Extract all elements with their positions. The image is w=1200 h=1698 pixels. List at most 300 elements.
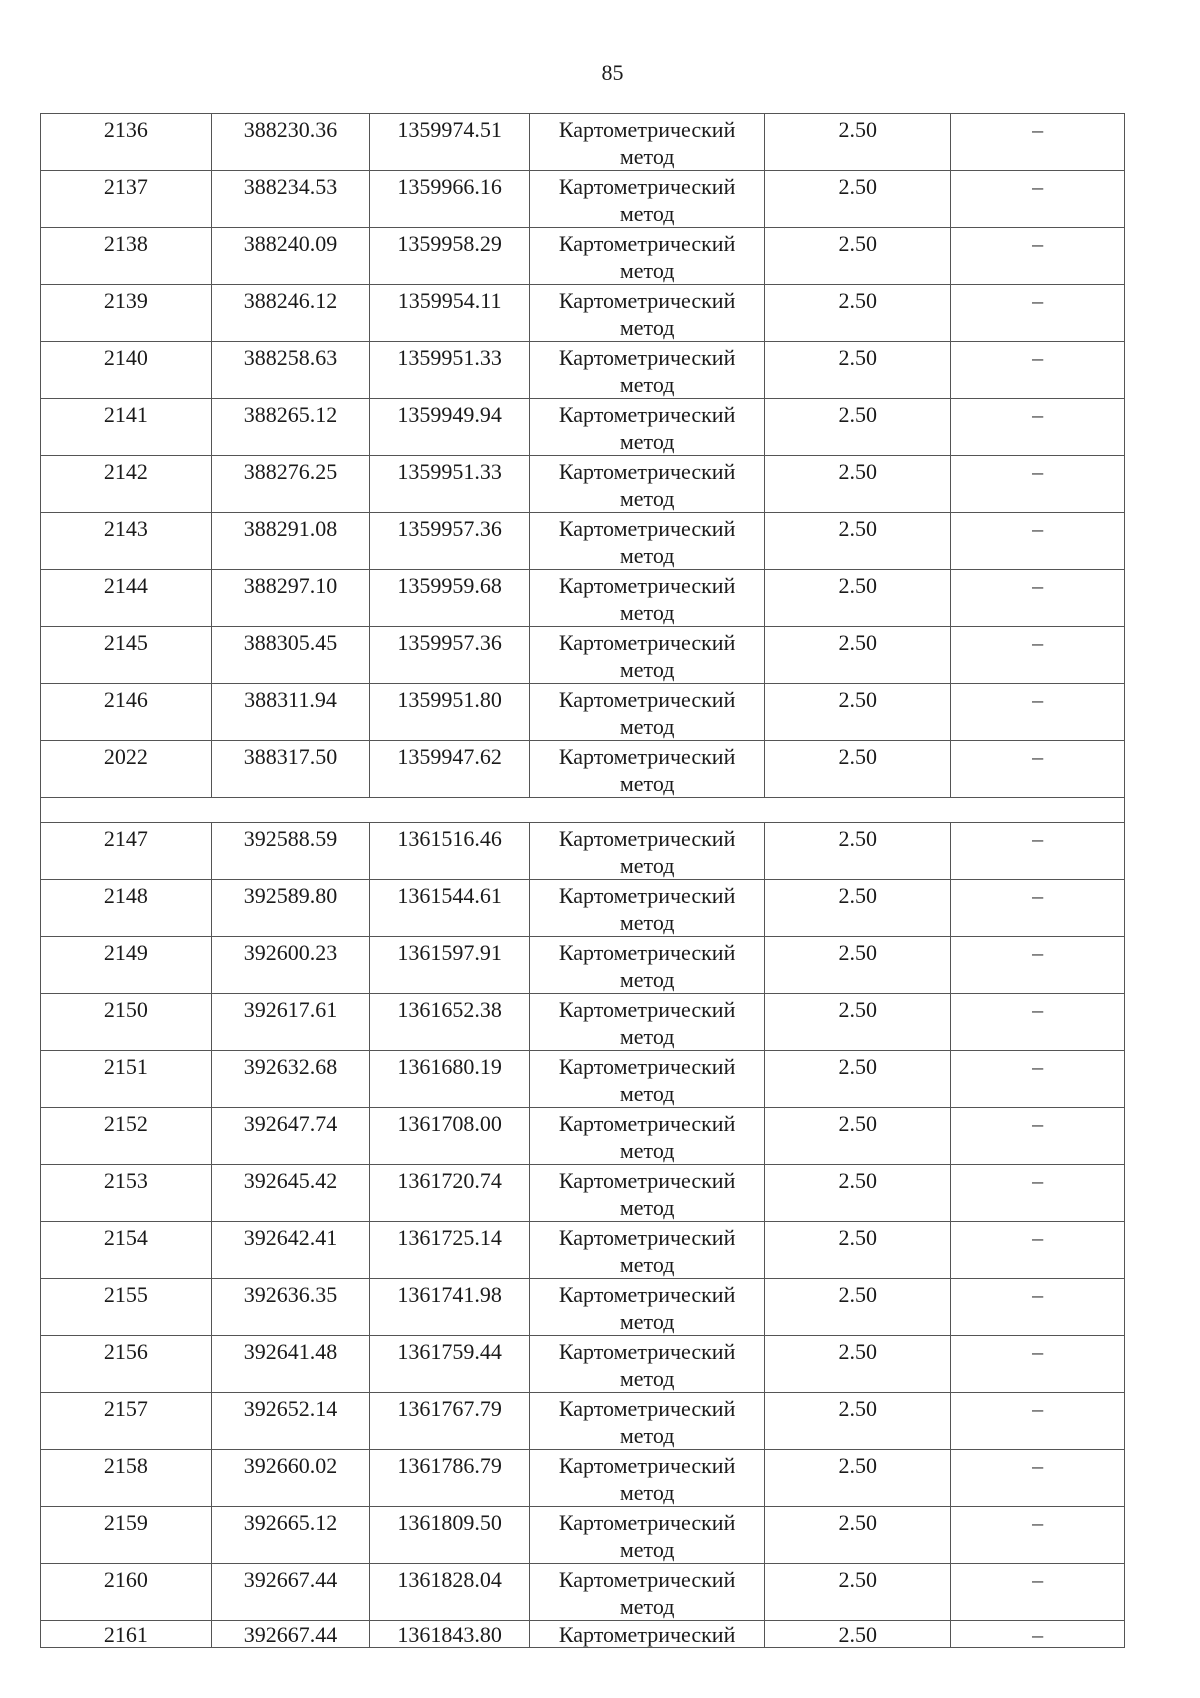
- x-coordinate-value: 392641.48: [243, 1339, 338, 1364]
- accuracy-cell: [765, 1051, 951, 1108]
- method-line2: метод: [619, 1366, 675, 1391]
- method-line2: метод: [619, 967, 675, 992]
- table-row: [41, 171, 1125, 228]
- table-row: [41, 1165, 1125, 1222]
- method-line1: Картометрический: [558, 1453, 736, 1478]
- method-line2: метод: [619, 1594, 675, 1619]
- point-number-cell: [41, 513, 212, 570]
- accuracy-cell: [765, 741, 951, 798]
- method-cell: [529, 880, 764, 937]
- note-cell: [951, 456, 1125, 513]
- method-cell: [529, 1507, 764, 1564]
- method-line2: метод: [619, 1138, 675, 1163]
- y-coordinate-cell: [370, 114, 530, 171]
- method-line2: метод: [619, 315, 675, 340]
- note-cell: [951, 1336, 1125, 1393]
- y-coordinate-value: 1361767.79: [397, 1396, 502, 1421]
- method-cell: [529, 1621, 764, 1648]
- point-number-value: 2152: [103, 1111, 148, 1136]
- note-cell: [951, 1108, 1125, 1165]
- method-line1: Картометрический: [558, 744, 736, 769]
- section-separator-row: [41, 798, 1125, 823]
- method-line2: метод: [619, 201, 675, 226]
- method-line2: метод: [619, 543, 675, 568]
- method-line2: метод: [619, 1423, 675, 1448]
- accuracy-cell: [765, 1279, 951, 1336]
- method-line1: Картометрический: [558, 516, 736, 541]
- accuracy-cell: [765, 1108, 951, 1165]
- dash-value: –: [1032, 1282, 1044, 1307]
- note-cell: [951, 1222, 1125, 1279]
- method-line1: Картометрический: [558, 1054, 736, 1079]
- y-coordinate-cell: [370, 823, 530, 880]
- method-cell: [529, 1393, 764, 1450]
- method-line1: Картометрический: [558, 573, 736, 598]
- x-coordinate-cell: [211, 627, 370, 684]
- y-coordinate-cell: [370, 994, 530, 1051]
- method-cell: [529, 456, 764, 513]
- y-coordinate-value: 1359951.80: [397, 687, 502, 712]
- point-number-value: 2141: [103, 402, 148, 427]
- y-coordinate-value: 1361652.38: [397, 997, 502, 1022]
- coordinates-table: [40, 113, 1125, 1648]
- accuracy-cell: [765, 823, 951, 880]
- x-coordinate-value: 392652.14: [243, 1396, 338, 1421]
- method-line1: Картометрический: [558, 1282, 736, 1307]
- note-cell: [951, 570, 1125, 627]
- y-coordinate-value: 1361680.19: [397, 1054, 502, 1079]
- method-line1: Картометрический: [558, 288, 736, 313]
- x-coordinate-value: 388317.50: [243, 744, 338, 769]
- dash-value: –: [1032, 516, 1044, 541]
- y-coordinate-cell: [370, 1564, 530, 1621]
- y-coordinate-value: 1361516.46: [397, 826, 502, 851]
- note-cell: [951, 285, 1125, 342]
- accuracy-value: 2.50: [838, 1510, 877, 1535]
- accuracy-value: 2.50: [838, 117, 877, 142]
- x-coordinate-cell: [211, 228, 370, 285]
- accuracy-value: 2.50: [838, 174, 877, 199]
- note-cell: [951, 880, 1125, 937]
- x-coordinate-value: 392647.74: [243, 1111, 338, 1136]
- method-cell: [529, 285, 764, 342]
- accuracy-value: 2.50: [838, 1339, 877, 1364]
- point-number-value: 2149: [103, 940, 148, 965]
- x-coordinate-cell: [211, 994, 370, 1051]
- x-coordinate-cell: [211, 1279, 370, 1336]
- accuracy-cell: [765, 342, 951, 399]
- accuracy-value: 2.50: [838, 345, 877, 370]
- x-coordinate-cell: [211, 1222, 370, 1279]
- method-line1: Картометрический: [558, 1339, 736, 1364]
- accuracy-value: 2.50: [838, 1054, 877, 1079]
- dash-value: –: [1032, 1339, 1044, 1364]
- accuracy-cell: [765, 1165, 951, 1222]
- method-line2: метод: [619, 910, 675, 935]
- method-cell: [529, 570, 764, 627]
- x-coordinate-value: 388230.36: [243, 117, 338, 142]
- x-coordinate-cell: [211, 114, 370, 171]
- y-coordinate-value: 1359957.36: [397, 630, 502, 655]
- method-line1: Картометрический: [558, 1510, 736, 1535]
- note-cell: [951, 1564, 1125, 1621]
- method-cell: [529, 399, 764, 456]
- point-number-cell: [41, 1450, 212, 1507]
- dash-value: –: [1032, 288, 1044, 313]
- method-line1: Картометрический: [558, 1111, 736, 1136]
- x-coordinate-value: 392642.41: [243, 1225, 338, 1250]
- x-coordinate-cell: [211, 1564, 370, 1621]
- method-line2: метод: [619, 1252, 675, 1277]
- x-coordinate-value: 392589.80: [243, 883, 338, 908]
- method-line1: Картометрический: [558, 174, 736, 199]
- y-coordinate-cell: [370, 1165, 530, 1222]
- note-cell: [951, 1393, 1125, 1450]
- x-coordinate-cell: [211, 570, 370, 627]
- x-coordinate-cell: [211, 937, 370, 994]
- y-coordinate-cell: [370, 285, 530, 342]
- x-coordinate-cell: [211, 823, 370, 880]
- note-cell: [951, 1279, 1125, 1336]
- accuracy-cell: [765, 1222, 951, 1279]
- point-number-cell: [41, 171, 212, 228]
- x-coordinate-cell: [211, 456, 370, 513]
- dash-value: –: [1032, 1453, 1044, 1478]
- dash-value: –: [1032, 687, 1044, 712]
- accuracy-value: 2.50: [838, 1622, 877, 1647]
- method-line1: Картометрический: [558, 459, 736, 484]
- method-cell: [529, 1564, 764, 1621]
- note-cell: [951, 994, 1125, 1051]
- x-coordinate-value: 392632.68: [243, 1054, 338, 1079]
- method-line1: Картометрический: [558, 402, 736, 427]
- separator-cell: [41, 798, 1125, 823]
- accuracy-value: 2.50: [838, 573, 877, 598]
- point-number-value: 2146: [103, 687, 148, 712]
- dash-value: –: [1032, 402, 1044, 427]
- accuracy-value: 2.50: [838, 1111, 877, 1136]
- table-row: [41, 285, 1125, 342]
- point-number-value: 2160: [103, 1567, 148, 1592]
- y-coordinate-value: 1359951.33: [397, 345, 502, 370]
- y-coordinate-cell: [370, 1393, 530, 1450]
- accuracy-cell: [765, 570, 951, 627]
- dash-value: –: [1032, 1168, 1044, 1193]
- y-coordinate-value: 1359957.36: [397, 516, 502, 541]
- dash-value: –: [1032, 345, 1044, 370]
- y-coordinate-value: 1359966.16: [397, 174, 502, 199]
- table-row: [41, 342, 1125, 399]
- y-coordinate-cell: [370, 513, 530, 570]
- method-cell: [529, 171, 764, 228]
- accuracy-cell: [765, 994, 951, 1051]
- x-coordinate-cell: [211, 684, 370, 741]
- method-line1: Картометрический: [558, 1622, 736, 1647]
- method-line1: Картометрический: [558, 1567, 736, 1592]
- dash-value: –: [1032, 1510, 1044, 1535]
- y-coordinate-cell: [370, 1279, 530, 1336]
- point-number-cell: [41, 1336, 212, 1393]
- note-cell: [951, 627, 1125, 684]
- method-line1: Картометрический: [558, 630, 736, 655]
- dash-value: –: [1032, 1111, 1044, 1136]
- point-number-cell: [41, 684, 212, 741]
- accuracy-value: 2.50: [838, 744, 877, 769]
- y-coordinate-value: 1361828.04: [397, 1567, 502, 1592]
- point-number-value: 2147: [103, 826, 148, 851]
- coordinates-table-body: [41, 114, 1125, 1648]
- method-line2: метод: [619, 771, 675, 796]
- table-row: [41, 399, 1125, 456]
- method-cell: [529, 342, 764, 399]
- table-row: [41, 741, 1125, 798]
- method-line2: метод: [619, 1081, 675, 1106]
- y-coordinate-value: 1361759.44: [397, 1339, 502, 1364]
- method-cell: [529, 1222, 764, 1279]
- table-row: [41, 1450, 1125, 1507]
- x-coordinate-value: 392667.44: [243, 1567, 338, 1592]
- point-number-value: 2158: [103, 1453, 148, 1478]
- y-coordinate-value: 1361544.61: [397, 883, 502, 908]
- accuracy-cell: [765, 1336, 951, 1393]
- note-cell: [951, 171, 1125, 228]
- accuracy-value: 2.50: [838, 630, 877, 655]
- note-cell: [951, 741, 1125, 798]
- y-coordinate-cell: [370, 880, 530, 937]
- point-number-value: 2150: [103, 997, 148, 1022]
- point-number-value: 2151: [103, 1054, 148, 1079]
- method-line1: Картометрический: [558, 1396, 736, 1421]
- point-number-value: 2154: [103, 1225, 148, 1250]
- dash-value: –: [1032, 1054, 1044, 1079]
- dash-value: –: [1032, 573, 1044, 598]
- dash-value: –: [1032, 744, 1044, 769]
- accuracy-value: 2.50: [838, 1453, 877, 1478]
- accuracy-value: 2.50: [838, 459, 877, 484]
- point-number-cell: [41, 1165, 212, 1222]
- accuracy-value: 2.50: [838, 288, 877, 313]
- dash-value: –: [1032, 1622, 1044, 1647]
- method-line2: метод: [619, 429, 675, 454]
- x-coordinate-value: 392588.59: [243, 826, 338, 851]
- x-coordinate-cell: [211, 1507, 370, 1564]
- y-coordinate-value: 1361725.14: [397, 1225, 502, 1250]
- y-coordinate-value: 1359959.68: [397, 573, 502, 598]
- method-line2: метод: [619, 657, 675, 682]
- point-number-cell: [41, 456, 212, 513]
- point-number-value: 2140: [103, 345, 148, 370]
- accuracy-cell: [765, 937, 951, 994]
- point-number-cell: [41, 1564, 212, 1621]
- method-cell: [529, 741, 764, 798]
- table-row: [41, 1108, 1125, 1165]
- accuracy-cell: [765, 684, 951, 741]
- y-coordinate-value: 1359947.62: [397, 744, 502, 769]
- x-coordinate-value: 388246.12: [243, 288, 338, 313]
- point-number-cell: [41, 627, 212, 684]
- y-coordinate-value: 1361786.79: [397, 1453, 502, 1478]
- accuracy-value: 2.50: [838, 826, 877, 851]
- method-line2: метод: [619, 486, 675, 511]
- x-coordinate-cell: [211, 1450, 370, 1507]
- point-number-cell: [41, 228, 212, 285]
- point-number-value: 2139: [103, 288, 148, 313]
- accuracy-value: 2.50: [838, 997, 877, 1022]
- table-row: [41, 627, 1125, 684]
- accuracy-cell: [765, 880, 951, 937]
- y-coordinate-cell: [370, 627, 530, 684]
- method-line2: метод: [619, 600, 675, 625]
- point-number-value: 2138: [103, 231, 148, 256]
- method-line2: метод: [619, 258, 675, 283]
- dash-value: –: [1032, 997, 1044, 1022]
- x-coordinate-value: 392667.44: [243, 1622, 338, 1647]
- point-number-cell: [41, 741, 212, 798]
- x-coordinate-cell: [211, 741, 370, 798]
- accuracy-value: 2.50: [838, 1168, 877, 1193]
- point-number-cell: [41, 1051, 212, 1108]
- point-number-cell: [41, 570, 212, 627]
- table-row: [41, 456, 1125, 513]
- method-cell: [529, 513, 764, 570]
- accuracy-value: 2.50: [838, 231, 877, 256]
- accuracy-value: 2.50: [838, 940, 877, 965]
- table-row: [41, 1507, 1125, 1564]
- accuracy-value: 2.50: [838, 516, 877, 541]
- x-coordinate-value: 388234.53: [243, 174, 338, 199]
- note-cell: [951, 114, 1125, 171]
- y-coordinate-value: 1359954.11: [397, 288, 502, 313]
- accuracy-value: 2.50: [838, 1567, 877, 1592]
- y-coordinate-value: 1361720.74: [397, 1168, 502, 1193]
- method-cell: [529, 1336, 764, 1393]
- method-cell: [529, 823, 764, 880]
- page-number: 85: [601, 60, 624, 85]
- x-coordinate-value: 392660.02: [243, 1453, 338, 1478]
- accuracy-value: 2.50: [838, 1225, 877, 1250]
- method-cell: [529, 937, 764, 994]
- y-coordinate-value: 1361843.80: [397, 1622, 502, 1647]
- y-coordinate-cell: [370, 1222, 530, 1279]
- y-coordinate-cell: [370, 570, 530, 627]
- note-cell: [951, 1051, 1125, 1108]
- x-coordinate-value: 392665.12: [243, 1510, 338, 1535]
- point-number-cell: [41, 285, 212, 342]
- x-coordinate-value: 388240.09: [243, 231, 338, 256]
- x-coordinate-cell: [211, 285, 370, 342]
- x-coordinate-cell: [211, 513, 370, 570]
- x-coordinate-value: 392617.61: [243, 997, 338, 1022]
- dash-value: –: [1032, 117, 1044, 142]
- method-line2: метод: [619, 1309, 675, 1334]
- dash-value: –: [1032, 1225, 1044, 1250]
- method-cell: [529, 684, 764, 741]
- point-number-cell: [41, 1279, 212, 1336]
- x-coordinate-value: 388297.10: [243, 573, 338, 598]
- accuracy-value: 2.50: [838, 1396, 877, 1421]
- table-row: [41, 1393, 1125, 1450]
- method-cell: [529, 1051, 764, 1108]
- y-coordinate-value: 1361741.98: [397, 1282, 502, 1307]
- method-cell: [529, 114, 764, 171]
- y-coordinate-cell: [370, 399, 530, 456]
- point-number-value: 2143: [103, 516, 148, 541]
- method-line1: Картометрический: [558, 687, 736, 712]
- table-row: [41, 1051, 1125, 1108]
- point-number-value: 2156: [103, 1339, 148, 1364]
- y-coordinate-cell: [370, 684, 530, 741]
- y-coordinate-value: 1361809.50: [397, 1510, 502, 1535]
- table-row: [41, 1564, 1125, 1621]
- method-cell: [529, 1165, 764, 1222]
- dash-value: –: [1032, 174, 1044, 199]
- point-number-cell: [41, 1222, 212, 1279]
- note-cell: [951, 513, 1125, 570]
- table-row: [41, 1621, 1125, 1648]
- accuracy-cell: [765, 456, 951, 513]
- method-line2: метод: [619, 1537, 675, 1562]
- table-row: [41, 114, 1125, 171]
- x-coordinate-cell: [211, 1621, 370, 1648]
- dash-value: –: [1032, 630, 1044, 655]
- method-line1: Картометрический: [558, 231, 736, 256]
- method-cell: [529, 1279, 764, 1336]
- point-number-value: 2137: [103, 174, 148, 199]
- accuracy-cell: [765, 228, 951, 285]
- method-line1: Картометрический: [558, 997, 736, 1022]
- point-number-cell: [41, 994, 212, 1051]
- accuracy-cell: [765, 1564, 951, 1621]
- accuracy-cell: [765, 1621, 951, 1648]
- dash-value: –: [1032, 459, 1044, 484]
- accuracy-cell: [765, 1507, 951, 1564]
- note-cell: [951, 823, 1125, 880]
- accuracy-value: 2.50: [838, 402, 877, 427]
- point-number-value: 2159: [103, 1510, 148, 1535]
- y-coordinate-cell: [370, 228, 530, 285]
- x-coordinate-value: 392600.23: [243, 940, 338, 965]
- accuracy-cell: [765, 114, 951, 171]
- point-number-cell: [41, 1108, 212, 1165]
- method-line1: Картометрический: [558, 345, 736, 370]
- accuracy-value: 2.50: [838, 883, 877, 908]
- point-number-cell: [41, 880, 212, 937]
- method-cell: [529, 1450, 764, 1507]
- point-number-value: 2161: [103, 1622, 148, 1647]
- y-coordinate-cell: [370, 1108, 530, 1165]
- note-cell: [951, 228, 1125, 285]
- point-number-value: 2142: [103, 459, 148, 484]
- x-coordinate-value: 388305.45: [243, 630, 338, 655]
- table-row: [41, 823, 1125, 880]
- note-cell: [951, 399, 1125, 456]
- table-row: [41, 684, 1125, 741]
- method-line2: метод: [619, 144, 675, 169]
- method-line1: Картометрический: [558, 883, 736, 908]
- table-row: [41, 1279, 1125, 1336]
- y-coordinate-value: 1359949.94: [397, 402, 502, 427]
- x-coordinate-cell: [211, 171, 370, 228]
- accuracy-cell: [765, 1450, 951, 1507]
- x-coordinate-cell: [211, 1051, 370, 1108]
- method-line1: Картометрический: [558, 940, 736, 965]
- accuracy-cell: [765, 627, 951, 684]
- accuracy-cell: [765, 1393, 951, 1450]
- y-coordinate-cell: [370, 1450, 530, 1507]
- y-coordinate-cell: [370, 1507, 530, 1564]
- x-coordinate-value: 388311.94: [244, 687, 337, 712]
- note-cell: [951, 937, 1125, 994]
